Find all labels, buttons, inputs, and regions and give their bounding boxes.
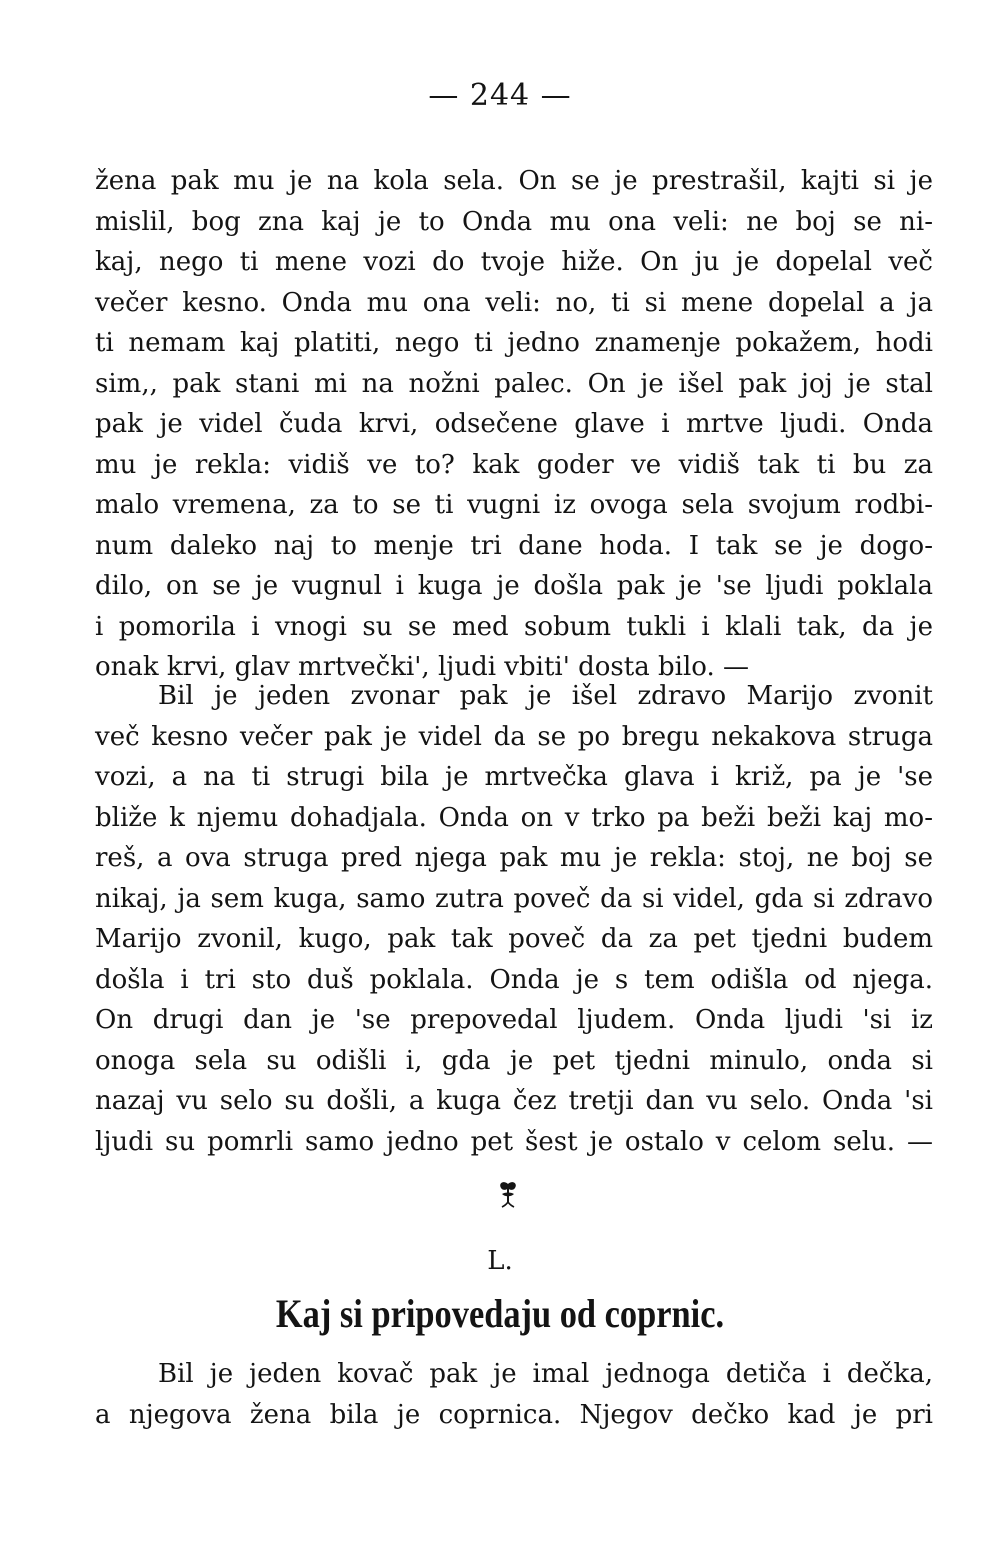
text-line: večer kesno. Onda mu ona veli: no, ti si mene dopelal a ja (95, 287, 933, 318)
text-line: mu je rekla: vidiš ve to? kak goder ve vidiš tak ti bu za (95, 449, 933, 480)
paragraph-kovac (95, 1354, 933, 1435)
text-line: malo vremena, za to se ti vugni iz ovoga sela svojum rodbi- (95, 490, 933, 520)
text-line: ti nemam kaj platiti, nego ti jedno znamenje pokažem, hodi (95, 328, 933, 358)
text-line: Marijo zvonil, kugo, pak tak poveč da za pet tjedni budem (95, 924, 933, 954)
text-line: dilo, on se je vugnul i kuga je došla pak je 'se ljudi poklala (95, 571, 933, 601)
chapter-number: L. (487, 1246, 513, 1276)
text-line: bliže k njemu dohadjala. Onda on v trko pa beži beži kaj mo- (95, 802, 933, 833)
text-line: On drugi dan je 'se prepovedal ljudem. Onda ljudi 'si iz (95, 1005, 933, 1035)
text-line: ljudi su pomrli samo jedno pet šest je ostalo v celom selu. — (95, 1126, 933, 1157)
paragraph-zvonar (95, 676, 933, 1162)
chapter-title: Kaj si pripovedaju od coprnic. (275, 1291, 725, 1336)
text-line: Bil je jeden kovač pak je imal jednoga detiča i dečka, (158, 1359, 933, 1389)
text-line: sim,, pak stani mi na nožni palec. On je išel pak joj je stal (95, 368, 933, 399)
text-line: vozi, a na ti strugi bila je mrtvečka glava i križ, pa je 'se (95, 762, 933, 792)
text-line: kaj, nego ti mene vozi do tvoje hiže. On ju je dopelal več (95, 247, 933, 277)
fleuron-icon (496, 1180, 520, 1210)
text-line: onak krvi, glav mrtvečki', ljudi vbiti' dosta bilo. — (95, 652, 749, 682)
text-line: i pomorila i vnogi su se med sobum tukli i klali tak, da je (95, 611, 933, 642)
text-line: žena pak mu je na kola sela. On se je prestrašil, kajti si je (95, 166, 933, 196)
text-line: pak je videl čuda krvi, odsečene glave i mrtve ljudi. Onda (95, 409, 933, 439)
text-line: Bil je jeden zvonar pak je išel zdravo Marijo zvonit (158, 681, 933, 711)
text-line: a njegova žena bila je coprnica. Njegov dečko kad je pri (95, 1399, 933, 1430)
text-line: došla i tri sto duš poklala. Onda je s tem odišla od njega. (95, 964, 933, 995)
text-line: onoga sela su odišli i, gda je pet tjedni minulo, onda si (95, 1045, 933, 1076)
page-number: — 244 — (428, 78, 572, 113)
text-line: reš, a ova struga pred njega pak mu je rekla: stoj, ne boj se (95, 843, 933, 873)
text-line: num daleko naj to menje tri dane hoda. I tak se je dogo- (95, 530, 933, 561)
text-line: nikaj, ja sem kuga, samo zutra poveč da si videl, gda si zdravo (95, 883, 933, 914)
text-line: nazaj vu selo su došli, a kuga čez tretji dan vu selo. Onda 'si (95, 1086, 933, 1116)
text-line: mislil, bog zna kaj je to Onda mu ona veli: ne boj se ni- (95, 206, 933, 237)
paragraph-continued (95, 161, 933, 688)
text-line: več kesno večer pak je videl da se po bregu nekakova struga (95, 721, 933, 752)
